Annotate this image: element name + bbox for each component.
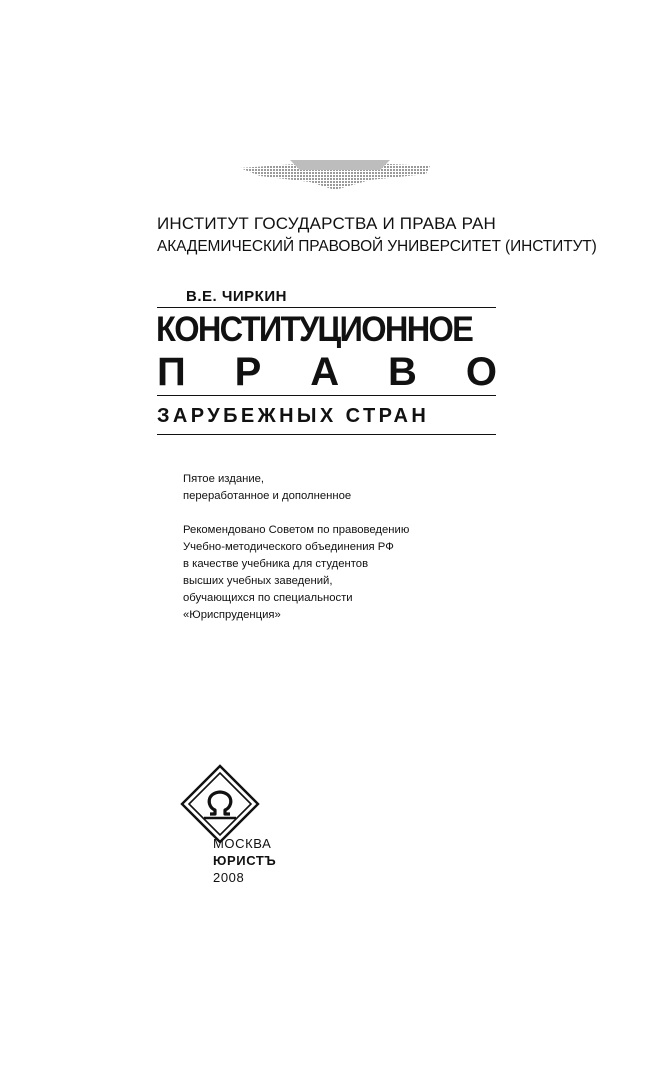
publication-city: МОСКВА: [213, 836, 272, 851]
decorative-smudge: [240, 160, 430, 192]
title-line-3: ЗАРУБЕЖНЫХ СТРАН: [157, 405, 430, 427]
title-divider-bottom: [157, 434, 496, 435]
title-divider-middle: [157, 395, 496, 396]
institution-line-2: АКАДЕМИЧЕСКИЙ ПРАВОВОЙ УНИВЕРСИТЕТ (ИНСТИТУТ): [157, 238, 597, 255]
title-letter: П: [157, 350, 186, 394]
title-letter: В: [388, 350, 417, 394]
title-letter: А: [310, 350, 340, 394]
recommendation-line: высших учебных заведений,: [183, 575, 333, 587]
recommendation-note: [183, 522, 409, 624]
recommendation-line: обучающихся по специальности: [183, 592, 353, 604]
title-line-2: [157, 350, 497, 394]
publication-year: 2008: [213, 870, 245, 885]
publisher-name: ЮРИСТЪ: [213, 853, 277, 868]
institution-line-1: ИНСТИТУТ ГОСУДАРСТВА И ПРАВА РАН: [157, 214, 497, 233]
recommendation-line: «Юриспруденция»: [183, 609, 281, 621]
edition-line: переработанное и дополненное: [183, 490, 352, 502]
title-letter: Р: [234, 350, 262, 394]
omega-diamond-logo-icon: [180, 764, 260, 844]
edition-note: [183, 471, 351, 505]
title-letter: О: [465, 350, 497, 394]
recommendation-line: Рекомендовано Советом по правоведению: [183, 524, 410, 536]
title-divider-top: [157, 307, 496, 308]
recommendation-line: Учебно-методического объединения РФ: [183, 541, 394, 553]
recommendation-line: в качестве учебника для студентов: [183, 558, 369, 570]
title-line-1: КОНСТИТУЦИОННОЕ: [156, 310, 473, 349]
edition-line: Пятое издание,: [183, 473, 265, 485]
author-name: В.Е. ЧИРКИН: [186, 288, 287, 305]
